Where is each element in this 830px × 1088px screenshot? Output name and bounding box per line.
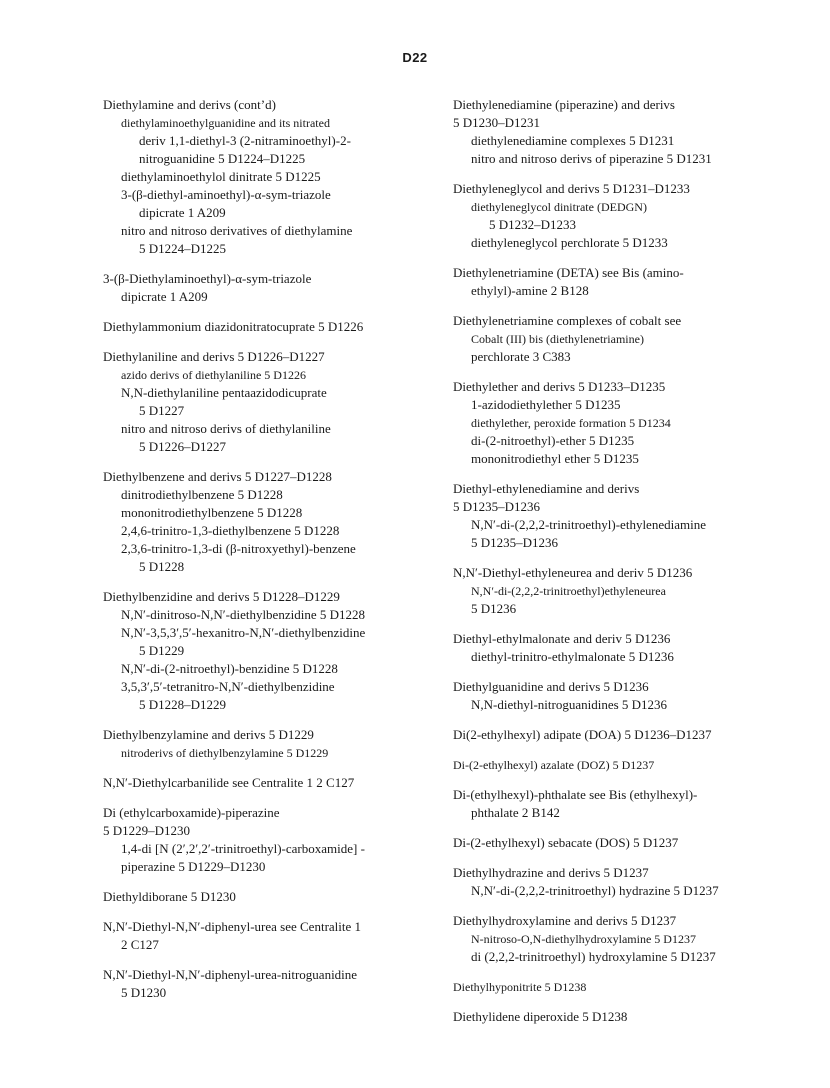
index-heading: Diethylamine and derivs (cont’d)	[103, 97, 276, 112]
index-subentry: 1-azidodiethylether 5 D1235	[471, 397, 621, 412]
index-subentry: 1,4-di [N (2′,2′,2′-trinitroethyl)-carboxamide] -	[121, 841, 365, 856]
index-heading: N,N′-Diethylcarbanilide see Centralite 1 2 C127	[103, 775, 355, 790]
index-subentry: ethylyl)-amine 2 B128	[471, 283, 589, 298]
index-entry	[453, 678, 793, 714]
index-entry	[453, 564, 793, 618]
index-subentry: 5 D1236	[471, 601, 517, 616]
index-subentry: 2,3,6-trinitro-1,3-di (β-nitroxyethyl)-benzene	[121, 541, 356, 556]
index-heading: Diethyl-ethylenediamine and derivs	[453, 481, 640, 496]
index-subentry: deriv 1,1-diethyl-3 (2-nitraminoethyl)-2-	[139, 133, 351, 148]
index-heading: Di (ethylcarboxamide)-piperazine	[103, 805, 280, 820]
index-heading: Diethylaniline and derivs 5 D1226–D1227	[103, 349, 325, 364]
index-subentry: Cobalt (III) bis (diethylenetriamine)	[471, 332, 644, 346]
index-subentry: di (2,2,2-trinitroethyl) hydroxylamine 5 D1237	[471, 949, 716, 964]
index-entry	[453, 1008, 793, 1026]
index-heading: Diethylhydroxylamine and derivs 5 D1237	[453, 913, 677, 928]
index-entry	[103, 270, 433, 306]
index-subentry: N,N′-di-(2,2,2-trinitroethyl)-ethylenediamine	[471, 517, 706, 532]
index-subentry: 5 D1224–D1225	[139, 241, 227, 256]
index-entry	[103, 804, 433, 876]
index-subentry: diethylether, peroxide formation 5 D1234	[471, 416, 671, 430]
index-column-left	[103, 96, 433, 1014]
index-entry	[453, 312, 793, 366]
index-subentry: diethylaminoethylol dinitrate 5 D1225	[121, 169, 321, 184]
index-heading: Diethyldiborane 5 D1230	[103, 889, 236, 904]
index-subentry: di-(2-nitroethyl)-ether 5 D1235	[471, 433, 635, 448]
index-subentry: N,N′-di-(2,2,2-trinitroethyl) hydrazine 5 D1237	[471, 883, 719, 898]
index-subentry: 5 D1226–D1227	[139, 439, 227, 454]
index-entry	[453, 264, 793, 300]
index-subentry: 5 D1235–D1236	[471, 535, 559, 550]
index-heading: Diethylhyponitrite 5 D1238	[453, 980, 587, 994]
index-entry	[103, 318, 433, 336]
index-subentry: azido derivs of diethylaniline 5 D1226	[121, 368, 306, 382]
index-subentry: N,N′-di-(2,2,2-trinitroethyl)ethyleneurea	[471, 584, 666, 598]
index-subentry: dipicrate 1 A209	[121, 289, 208, 304]
index-heading: Diethylammonium diazidonitratocuprate 5 D1226	[103, 319, 364, 334]
index-heading: Diethylbenzene and derivs 5 D1227–D1228	[103, 469, 332, 484]
index-entry	[103, 468, 433, 576]
index-entry	[453, 180, 793, 252]
index-heading: Diethylguanidine and derivs 5 D1236	[453, 679, 649, 694]
index-entry	[103, 588, 433, 714]
index-entry	[453, 756, 793, 774]
index-subentry: 5 D1229–D1230	[103, 823, 191, 838]
index-entry	[103, 774, 433, 792]
index-heading: N,N′-Diethyl-N,N′-diphenyl-urea see Centralite 1	[103, 919, 362, 934]
index-subentry: mononitrodiethylbenzene 5 D1228	[121, 505, 303, 520]
index-subentry: 2 C127	[121, 937, 159, 952]
index-heading: Diethylenetriamine (DETA) see Bis (amino-	[453, 265, 684, 280]
index-entry	[103, 348, 433, 456]
index-subentry: 5 D1230	[121, 985, 167, 1000]
index-subentry: N,N′-dinitroso-N,N′-diethylbenzidine 5 D1228	[121, 607, 365, 622]
index-subentry: nitroguanidine 5 D1224–D1225	[139, 151, 306, 166]
index-entry	[453, 978, 793, 996]
index-subentry: diethyleneglycol perchlorate 5 D1233	[471, 235, 668, 250]
index-subentry: 3,5,3′,5′-tetranitro-N,N′-diethylbenzidine	[121, 679, 335, 694]
index-heading: Diethylbenzylamine and derivs 5 D1229	[103, 727, 314, 742]
index-subentry: phthalate 2 B142	[471, 805, 560, 820]
index-subentry: 5 D1232–D1233	[489, 217, 577, 232]
index-heading: 3-(β-Diethylaminoethyl)-α-sym-triazole	[103, 271, 312, 286]
index-subentry: 5 D1228	[139, 559, 185, 574]
index-entry	[453, 864, 793, 900]
index-heading: Diethylhydrazine and derivs 5 D1237	[453, 865, 649, 880]
index-subentry: 5 D1228–D1229	[139, 697, 227, 712]
index-heading: Diethylether and derivs 5 D1233–D1235	[453, 379, 666, 394]
index-subentry: 5 D1235–D1236	[453, 499, 541, 514]
index-subentry: dinitrodiethylbenzene 5 D1228	[121, 487, 283, 502]
index-subentry: diethylenediamine complexes 5 D1231	[471, 133, 675, 148]
index-subentry: diethyleneglycol dinitrate (DEDGN)	[471, 200, 647, 214]
index-column-right	[453, 96, 793, 1038]
index-entry	[453, 480, 793, 552]
index-entry	[453, 96, 793, 168]
index-heading: Diethylbenzidine and derivs 5 D1228–D1229	[103, 589, 340, 604]
index-subentry: mononitrodiethyl ether 5 D1235	[471, 451, 639, 466]
index-subentry: N,N-diethyl-nitroguanidines 5 D1236	[471, 697, 668, 712]
index-entry	[103, 726, 433, 762]
index-subentry: nitro and nitroso derivs of diethylaniline	[121, 421, 331, 436]
index-subentry: nitro and nitroso derivatives of diethylamine	[121, 223, 353, 238]
index-entry	[103, 918, 433, 954]
index-entry	[453, 726, 793, 744]
index-heading: Di-(2-ethylhexyl) azalate (DOZ) 5 D1237	[453, 758, 655, 772]
index-entry	[453, 786, 793, 822]
page-label: D22	[402, 50, 428, 65]
index-subentry: N,N-diethylaniline pentaazidodicuprate	[121, 385, 327, 400]
index-heading: Diethyleneglycol and derivs 5 D1231–D1233	[453, 181, 690, 196]
index-heading: Diethylidene diperoxide 5 D1238	[453, 1009, 628, 1024]
index-heading: Diethylenetriamine complexes of cobalt see	[453, 313, 682, 328]
index-entry	[453, 912, 793, 966]
index-subentry: diethyl-trinitro-ethylmalonate 5 D1236	[471, 649, 674, 664]
index-subentry: 2,4,6-trinitro-1,3-diethylbenzene 5 D1228	[121, 523, 340, 538]
index-heading: Di(2-ethylhexyl) adipate (DOA) 5 D1236–D1237	[453, 727, 712, 742]
index-heading: N,N′-Diethyl-ethyleneurea and deriv 5 D1236	[453, 565, 693, 580]
index-heading: Diethyl-ethylmalonate and deriv 5 D1236	[453, 631, 671, 646]
index-heading: Di-(2-ethylhexyl) sebacate (DOS) 5 D1237	[453, 835, 679, 850]
index-subentry: perchlorate 3 C383	[471, 349, 571, 364]
index-entry	[103, 96, 433, 258]
index-subentry: nitroderivs of diethylbenzylamine 5 D1229	[121, 746, 329, 760]
index-subentry: 5 D1230–D1231	[453, 115, 541, 130]
index-subentry: nitro and nitroso derivs of piperazine 5 D1231	[471, 151, 712, 166]
index-entry	[103, 888, 433, 906]
index-subentry: diethylaminoethylguanidine and its nitrated	[121, 116, 330, 130]
index-subentry: piperazine 5 D1229–D1230	[121, 859, 266, 874]
index-subentry: 3-(β-diethyl-aminoethyl)-α-sym-triazole	[121, 187, 331, 202]
index-entry	[453, 378, 793, 468]
index-heading: Di-(ethylhexyl)-phthalate see Bis (ethylhexyl)-	[453, 787, 698, 802]
index-subentry: N-nitroso-O,N-diethylhydroxylamine 5 D1237	[471, 932, 696, 946]
index-heading: N,N′-Diethyl-N,N′-diphenyl-urea-nitroguanidine	[103, 967, 358, 982]
index-subentry: dipicrate 1 A209	[139, 205, 226, 220]
index-entry	[103, 966, 433, 1002]
index-subentry: N,N′-di-(2-nitroethyl)-benzidine 5 D1228	[121, 661, 338, 676]
index-heading: Diethylenediamine (piperazine) and derivs	[453, 97, 675, 112]
index-subentry: 5 D1229	[139, 643, 185, 658]
index-entry	[453, 630, 793, 666]
index-entry	[453, 834, 793, 852]
index-subentry: N,N′-3,5,3′,5′-hexanitro-N,N′-diethylbenzidine	[121, 625, 366, 640]
index-subentry: 5 D1227	[139, 403, 185, 418]
